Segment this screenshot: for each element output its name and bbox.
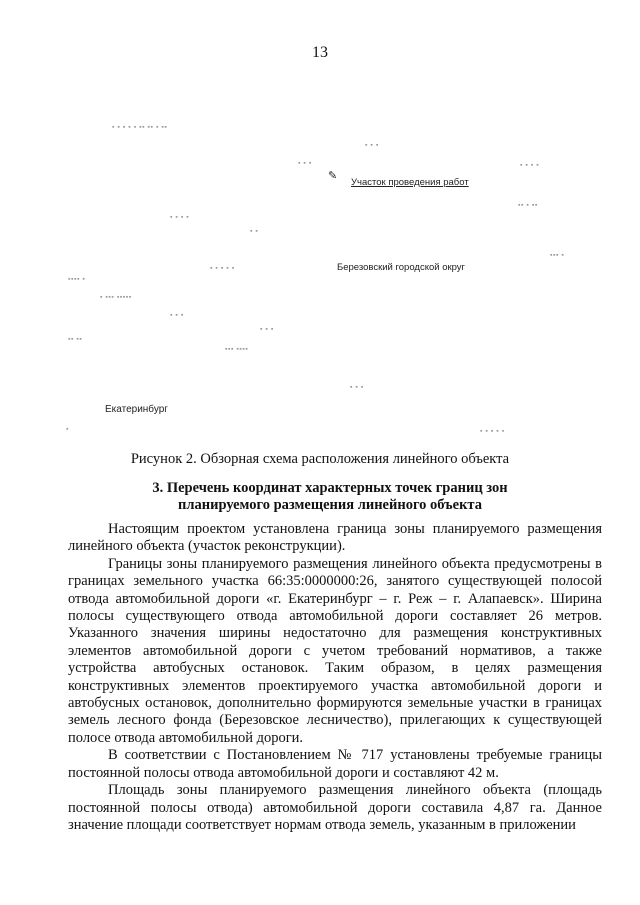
- faint-map-text: ▪ ▪ ▪ ▪: [520, 162, 540, 169]
- faint-map-text: ▪ ▪ ▪: [170, 312, 184, 319]
- faint-map-text: ▪▪ ▪ ▪▪: [518, 202, 538, 209]
- page-number: 13: [312, 44, 328, 61]
- paragraph: Границы зоны планируемого размещения линейного объекта предусмотрены в границах земельного участка 66:35:0000000:26, занятого существующей полосой отвода автомобильной дороги «г. Екатеринбург – г. Реж – г. Алапаевск». Ширина полосы существующего отвода автомобильной дороги составляет 26 метров. Указанного значения ширины недостаточно для размещения конструктивных элементов автомобильной дороги с учетом требований нормативов, а также устройства автобусных остановок. Таким образом, в целях размещения конструктивных элементов проектируемого участка автомобильной дороги и автобусных остановок, дополнительно формируются земельные участки в границах земель лесного фонда (Березовское лесничество), прилегающих к существующей полосе отвода автомобильной дороги.: [68, 555, 602, 746]
- faint-map-text: ▪ ▪ ▪: [298, 160, 312, 167]
- district-label: Березовский городской округ: [337, 262, 466, 273]
- faint-map-text: ▪ ▪: [250, 228, 259, 235]
- paragraph: В соответствии с Постановлением № 717 установлены требуемые границы постоянной полосы отвода автомобильной дороги и составляют 42 м.: [68, 747, 602, 781]
- faint-map-text: ▪ ▪ ▪ ▪: [170, 214, 190, 221]
- faint-map-text: ▪▪▪ ▪▪▪▪: [225, 346, 249, 353]
- section-heading: [105, 480, 555, 514]
- faint-map-text: ▪ ▪ ▪ ▪ ▪: [210, 265, 235, 272]
- faint-map-text: ▪ ▪ ▪ ▪ ▪ ▪▪ ▪▪ ▪ ▪▪: [112, 124, 168, 131]
- paragraph: Площадь зоны планируемого размещения линейного объекта (площадь постоянной полосы отвода) автомобильной дороги составила 4,87 га. Данное значение площади соответствует нормам отвода земель, указанным в приложении: [68, 782, 602, 833]
- city-label: Екатеринбург: [105, 404, 168, 415]
- section-number: 3.: [152, 480, 164, 496]
- work-site-label: Участок проведения работ: [351, 177, 469, 188]
- faint-map-text: ▪ ▪▪▪ ▪▪▪▪▪: [100, 294, 132, 301]
- site-marker-icon: ✎: [328, 170, 338, 182]
- faint-map-text: ▪ ▪ ▪: [350, 384, 364, 391]
- body-text: [68, 521, 602, 834]
- figure-caption: Рисунок 2. Обзорная схема расположения линейного объекта: [130, 451, 510, 467]
- section-title: Перечень координат характерных точек границ зон планируемого размещения линейного объекта: [166, 480, 508, 513]
- faint-map-text: ▪▪▪ ▪: [550, 252, 565, 259]
- faint-map-text: ▪ ▪ ▪ ▪ ▪: [480, 428, 505, 435]
- overview-map: [60, 110, 600, 445]
- paragraph: Настоящим проектом установлена граница зоны планируемого размещения линейного объекта (участок реконструкции).: [68, 521, 602, 555]
- faint-map-text: ▪▪▪▪ ▪: [68, 276, 86, 283]
- faint-map-text: ▪: [66, 426, 69, 433]
- faint-map-text: ▪ ▪ ▪: [260, 326, 274, 333]
- faint-map-text: ▪ ▪ ▪: [365, 142, 379, 149]
- faint-map-text: ▪▪ ▪▪: [68, 336, 83, 343]
